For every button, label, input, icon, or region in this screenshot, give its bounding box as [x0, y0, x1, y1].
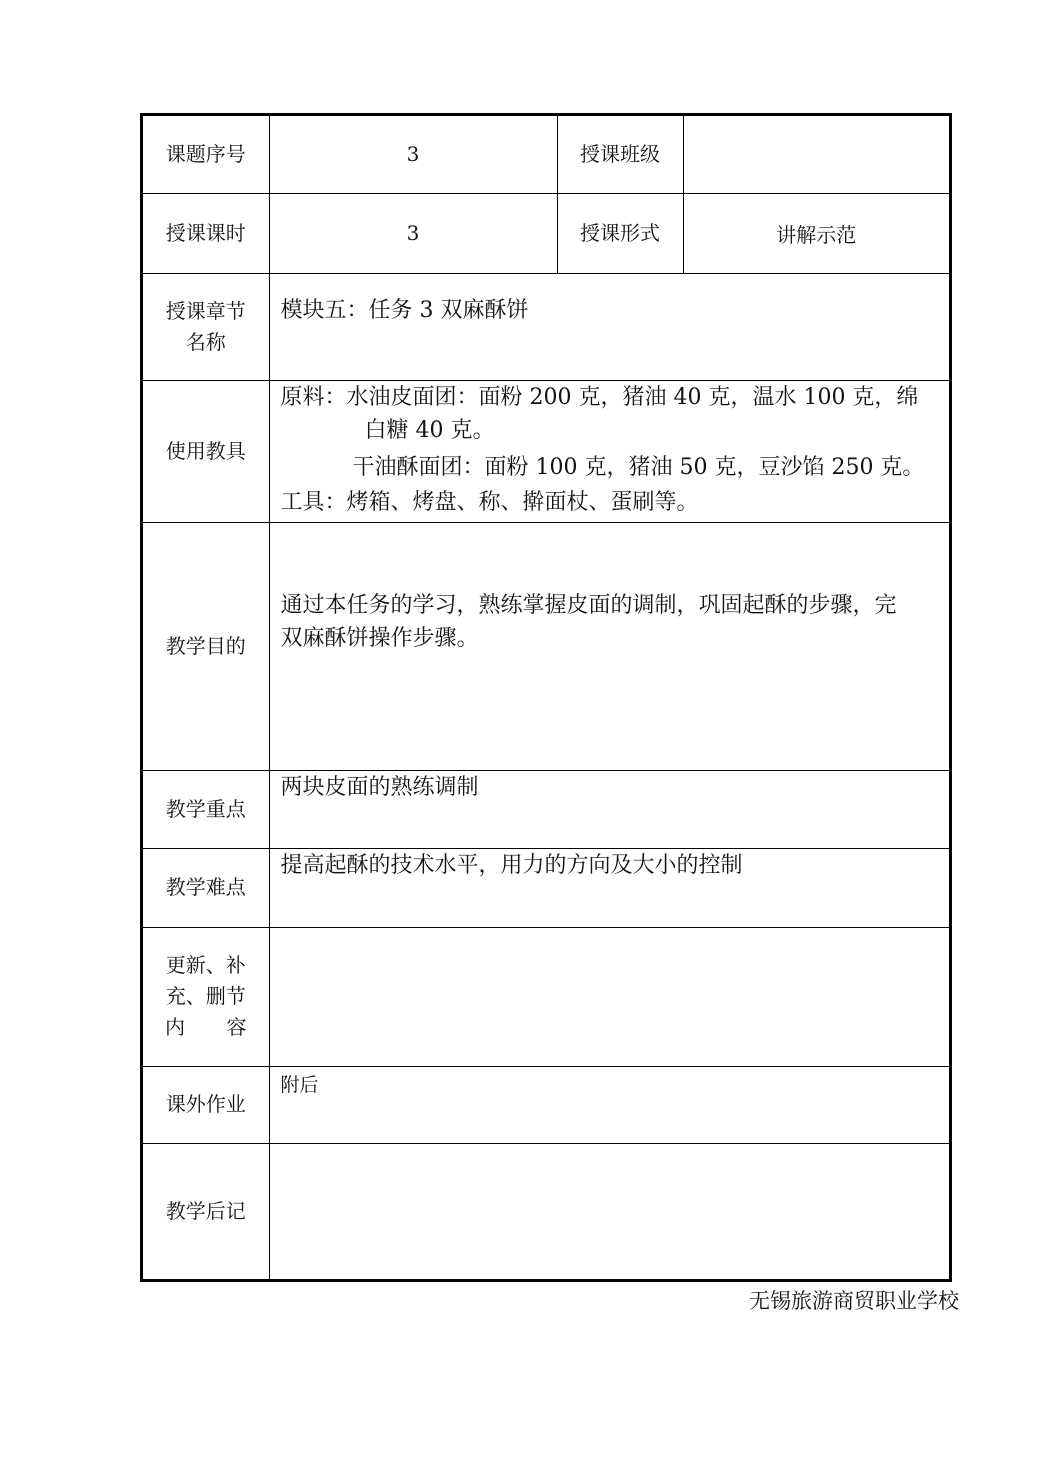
row-topic-no [143, 116, 949, 193]
homework-text: 附后 [280, 1073, 319, 1096]
notes-label: 教学后记 [143, 1143, 269, 1279]
row-key-point [143, 770, 949, 848]
objective-label: 教学目的 [143, 522, 269, 770]
lesson-plan-table [143, 116, 949, 1279]
hours-value: 3 [269, 193, 557, 273]
tools-line1: 原料：水油皮面团：面粉 200 克，猪油 40 克，温水 100 克，绵 [280, 384, 919, 410]
tools-line4: 工具：烤箱、烤盘、称、擀面杖、蛋刷等。 [280, 489, 699, 515]
update-label-line3 [143, 1012, 269, 1043]
row-notes [143, 1143, 949, 1279]
row-homework [143, 1066, 949, 1143]
lesson-plan-form [140, 113, 952, 1282]
key-point-text: 两块皮面的熟练调制 [280, 774, 479, 800]
row-difficulty [143, 848, 949, 927]
form-label: 授课形式 [557, 193, 683, 273]
school-name-footer: 无锡旅游商贸职业学校 [749, 1289, 959, 1313]
update-label-line2: 充、删节 [165, 984, 246, 1008]
row-objective [143, 522, 949, 770]
homework-label: 课外作业 [143, 1066, 269, 1143]
chapter-label [143, 273, 269, 380]
key-point-label: 教学重点 [143, 770, 269, 848]
notes-value [269, 1143, 949, 1279]
row-hours [143, 193, 949, 273]
form-value: 讲解示范 [683, 193, 949, 273]
hours-label: 授课课时 [143, 193, 269, 273]
update-value [269, 927, 949, 1066]
chapter-text: 模块五：任务 3 双麻酥饼 [280, 297, 529, 323]
tools-line3: 干油酥面团：面粉 100 克，猪油 50 克，豆沙馅 250 克。 [352, 454, 925, 480]
tools-label: 使用教具 [143, 380, 269, 522]
row-tools [143, 380, 949, 522]
difficulty-label: 教学难点 [143, 848, 269, 927]
objective-line2: 双麻酥饼操作步骤。 [280, 626, 479, 651]
update-label-line3a: 内 [165, 1015, 185, 1039]
difficulty-value [269, 848, 949, 927]
tools-line2: 白糖 40 克。 [364, 417, 495, 443]
difficulty-text: 提高起酥的技术水平，用力的方向及大小的控制 [280, 852, 743, 878]
homework-value [269, 1066, 949, 1143]
topic-no-value: 3 [269, 116, 557, 193]
chapter-value [269, 273, 949, 380]
tools-value [269, 380, 949, 522]
class-value [683, 116, 949, 193]
row-update [143, 927, 949, 1066]
update-label [143, 927, 269, 1066]
objective-value [269, 522, 949, 770]
chapter-label-line1: 授课章节 [165, 298, 246, 323]
topic-no-label: 课题序号 [143, 116, 269, 193]
chapter-label-line2: 名称 [185, 329, 226, 354]
class-label: 授课班级 [557, 116, 683, 193]
row-chapter [143, 273, 949, 380]
update-label-line3b: 容 [226, 1015, 247, 1039]
objective-line1: 通过本任务的学习，熟练掌握皮面的调制，巩固起酥的步骤，完 [280, 593, 897, 618]
update-label-line1: 更新、补 [165, 953, 246, 977]
key-point-value [269, 770, 949, 848]
